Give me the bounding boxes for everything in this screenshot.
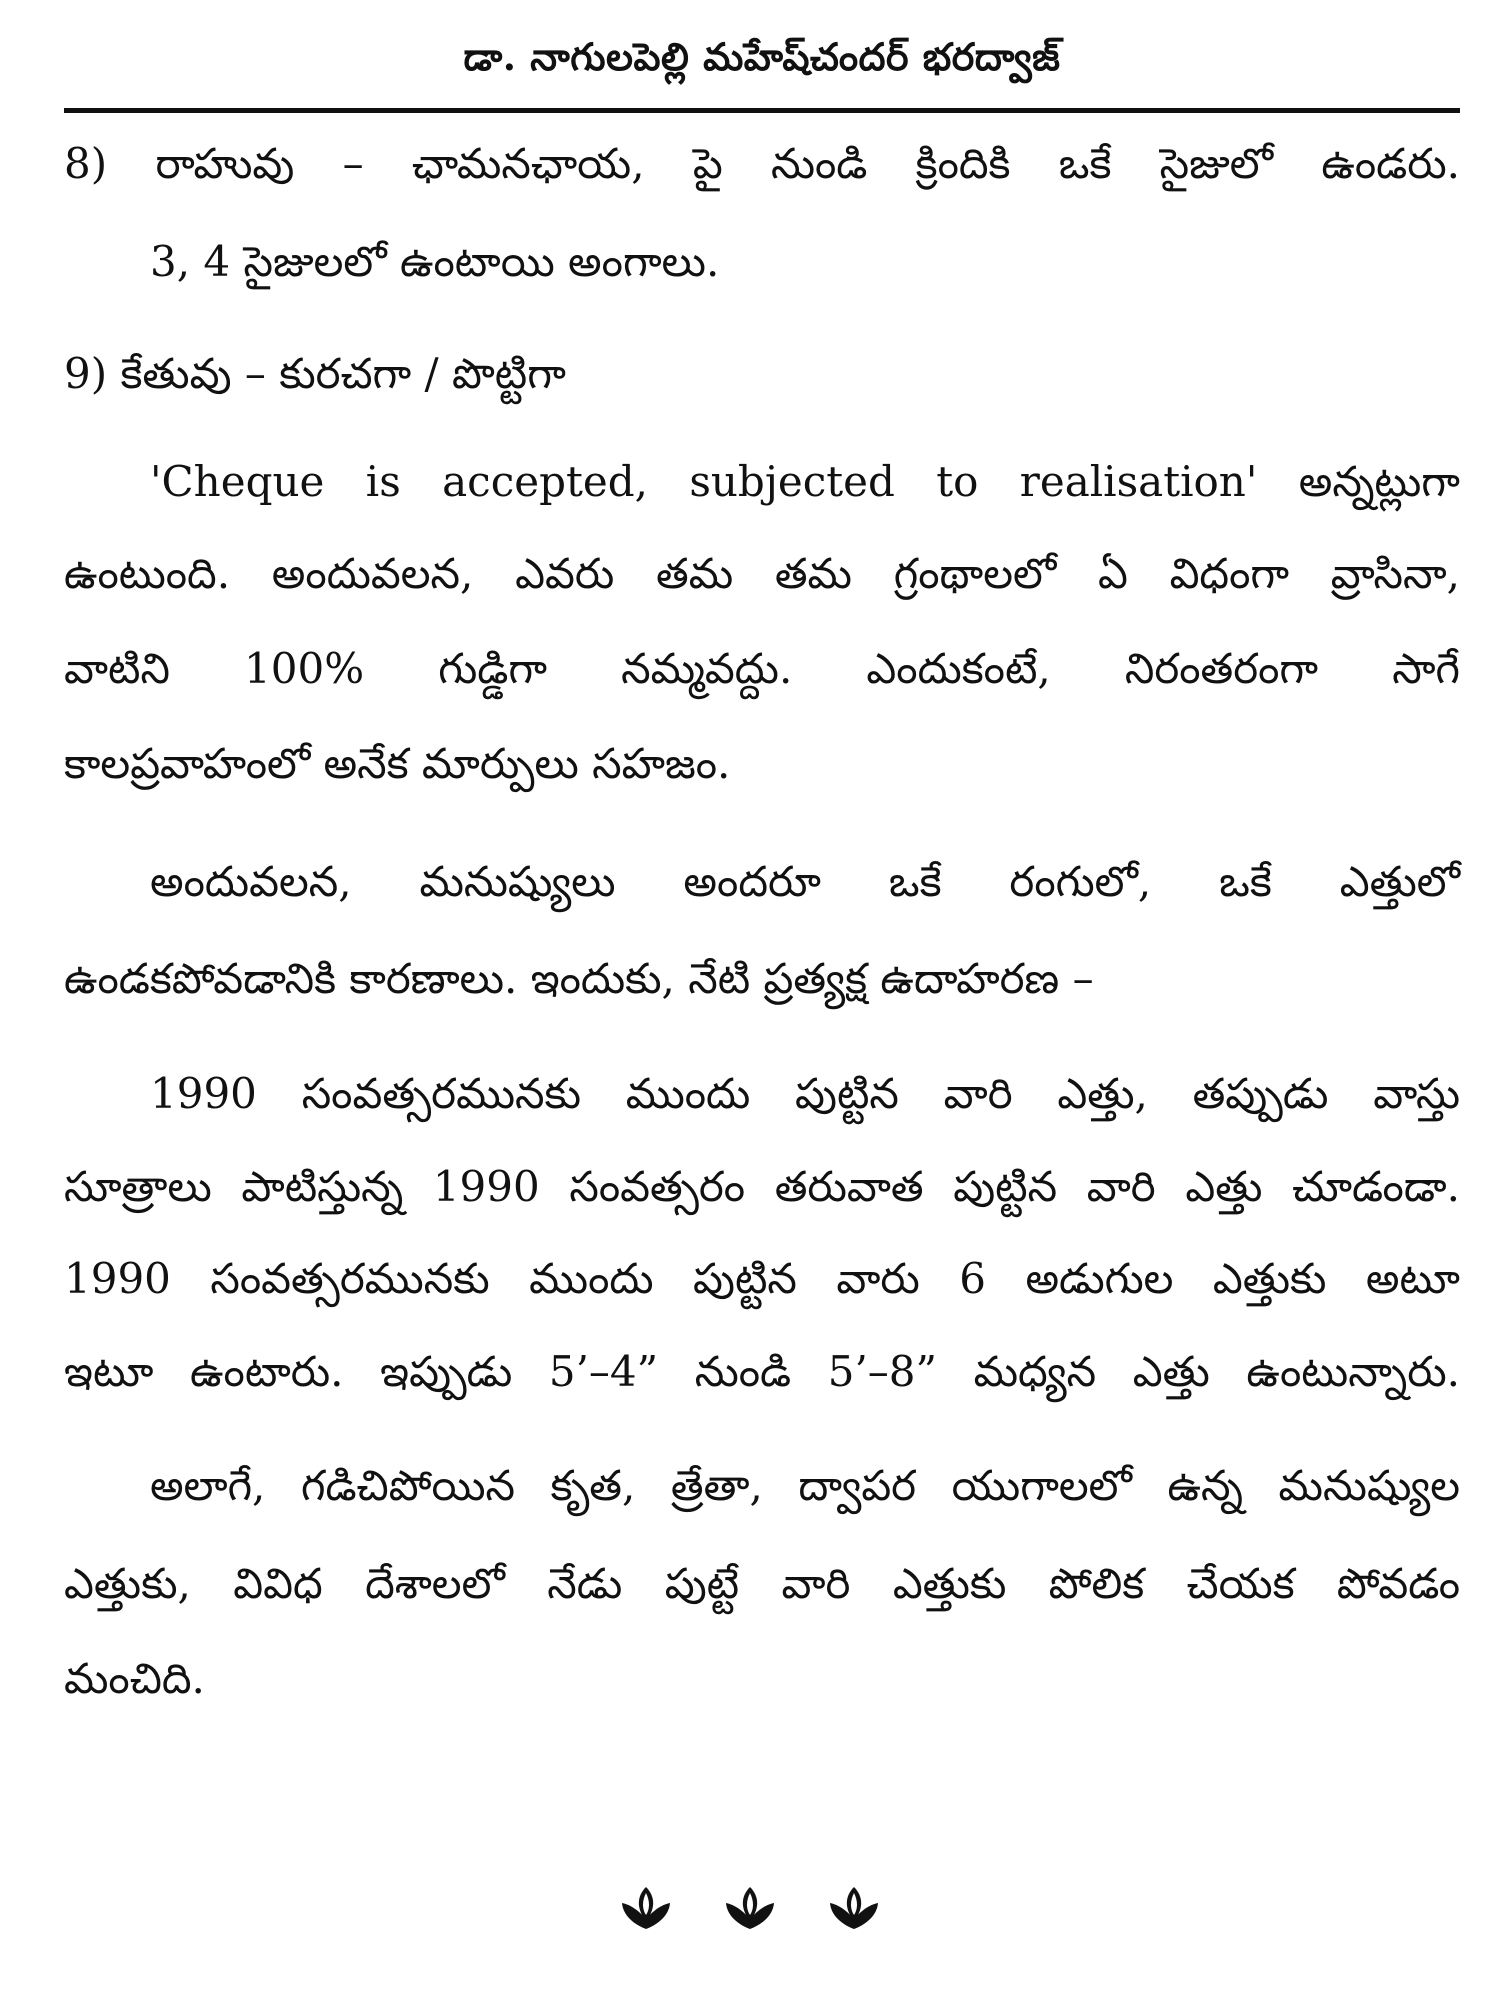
paragraph-line: సూత్రాలు పాటిస్తున్న 1990 సంవత్సరం తరువాత పుట్టిన వారి ఎత్తు చూడండా. bbox=[64, 1162, 1460, 1211]
paragraph-line: ఇటూ ఉంటారు. ఇప్పుడు 5’–4” నుండి 5’–8” మధ్యన ఎత్తు ఉంటున్నారు. bbox=[64, 1347, 1460, 1396]
list-item-rahu-continuation: 3, 4 సైజులలో ఉంటాయి అంగాలు. bbox=[150, 237, 720, 286]
header-divider bbox=[64, 108, 1460, 113]
lotus-ornament-icon bbox=[719, 1879, 781, 1935]
page-ornament bbox=[0, 1870, 1500, 1935]
paragraph-line: 1990 సంవత్సరమునకు ముందు పుట్టిన వారు 6 అడుగుల ఎత్తుకు అటూ bbox=[64, 1254, 1460, 1303]
paragraph-line: 'Cheque is accepted, subjected to realisation' అన్నట్లుగా bbox=[150, 457, 1460, 506]
paragraph-line: అందువలన, మనుష్యులు అందరూ ఒకే రంగులో, ఒకే ఎత్తులో bbox=[150, 857, 1460, 906]
list-item-rahu: 8) రాహువు – ఛామనఛాయ, పై నుండి క్రిందికి ఒకే సైజులో ఉండరు. bbox=[64, 139, 1460, 188]
paragraph-line: మంచిది. bbox=[64, 1654, 205, 1703]
paragraph-line: వాటిని 100% గుడ్డిగా నమ్మవద్దు. ఎందుకంటే, నిరంతరంగా సాగే bbox=[64, 644, 1460, 693]
list-item-ketu: 9) కేతువు – కురచగా / పొట్టిగా bbox=[64, 349, 566, 398]
lotus-ornament-icon bbox=[615, 1879, 677, 1935]
paragraph-line: ఎత్తుకు, వివిధ దేశాలలో నేడు పుట్టే వారి ఎత్తుకు పోలిక చేయక పోవడం bbox=[64, 1559, 1460, 1608]
paragraph-line: 1990 సంవత్సరమునకు ముందు పుట్టిన వారి ఎత్తు, తప్పుడు వాస్తు bbox=[150, 1069, 1460, 1118]
lotus-ornament-icon bbox=[823, 1879, 885, 1935]
running-header: డా. నాగులపెల్లి మహేష్‌చందర్ భరద్వాజ్ bbox=[463, 34, 1061, 79]
paragraph-line: అలాగే, గడిచిపోయిన కృత, త్రేతా, ద్వాపర యుగాలలో ఉన్న మనుష్యుల bbox=[150, 1461, 1460, 1510]
paragraph-line: కాలప్రవాహంలో అనేక మార్పులు సహజం. bbox=[64, 739, 731, 788]
paragraph-line: ఉండకపోవడానికి కారణాలు. ఇందుకు, నేటి ప్రత్యక్ష ఉదాహరణ – bbox=[64, 954, 1094, 1003]
paragraph-line: ఉంటుంది. అందువలన, ఎవరు తమ తమ గ్రంథాలలో ఏ విధంగా వ్రాసినా, bbox=[64, 549, 1460, 598]
